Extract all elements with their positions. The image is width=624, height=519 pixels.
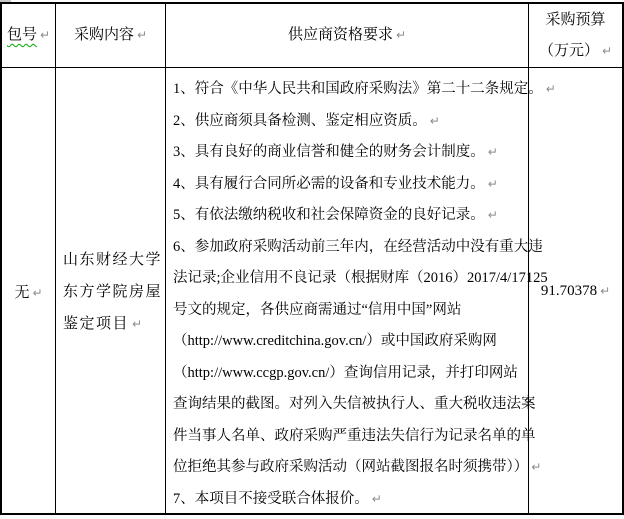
paragraph-mark-icon: ↵	[487, 145, 498, 159]
text-line: 件当事人名单、政府采购严重违法失信行为记录名单的单	[173, 427, 536, 444]
paragraph-mark-icon: ↵	[429, 113, 440, 128]
text-line: 3、具有良好的商业信誉和健全的财务会计制度。 ↵	[173, 144, 498, 160]
text-line: 查询结果的截图。对列入失信被执行人、重大税收违法案	[173, 396, 536, 412]
header-cell-budget	[529, 4, 622, 68]
header-requirements-label: 供应商资格要求	[287, 27, 393, 43]
text-line: 法记录;企业信用不良记录（根据财库（2016）2017/4/17125	[173, 270, 548, 286]
header-package-label: 包号	[6, 27, 37, 43]
text-line: （http://www.ccgp.gov.cn/）查询信用记录，并打印网站	[173, 364, 518, 381]
text-line: 位拒绝其参与政府采购活动（网站截图报名时须携带）） ↵	[173, 459, 542, 475]
text-line: 1、符合《中华人民共和国政府采购法》第二十二条规定。 ↵	[173, 81, 556, 97]
text-line: 2、供应商须具备检测、鉴定相应资质。 ↵	[173, 112, 440, 129]
text-line: （http://www.creditchina.gov.cn/）或中国政府采购网	[173, 333, 497, 349]
budget-value: 91.70378	[540, 283, 598, 299]
cell-supplier-requirements	[166, 68, 556, 515]
package-number-value: 无	[14, 285, 30, 301]
paragraph-mark-icon: ↵	[487, 176, 498, 191]
header-cell-content	[56, 4, 166, 68]
paragraph-mark-icon: ↵	[600, 284, 611, 298]
text-line: 号文的规定，各供应商需通过“信用中国”网站	[173, 301, 462, 318]
text-line: 7、本项目不接受联合体报价。 ↵	[173, 490, 382, 507]
paragraph-mark-icon: ↵	[545, 82, 556, 96]
text-line: 山东财经大学	[63, 251, 163, 268]
text-line: 5、有依法缴纳税收和社会保障资金的良好记录。 ↵	[173, 207, 498, 223]
procurement-table	[0, 2, 624, 515]
text-line: 6、参加政府采购活动前三年内，在经营活动中没有重大违	[173, 238, 543, 255]
cell-procurement-content	[56, 68, 166, 515]
text-line: 东方学院房屋	[63, 283, 163, 300]
paragraph-mark-icon: ↵	[487, 208, 498, 222]
paragraph-mark-icon: ↵	[395, 28, 407, 42]
text-line: 鉴定项目 ↵	[63, 315, 143, 332]
paragraph-mark-icon: ↵	[136, 28, 148, 42]
header-budget-label: 采购预算（万元）	[538, 11, 606, 59]
cell-budget-value	[529, 68, 622, 515]
paragraph-mark-icon: ↵	[39, 28, 51, 42]
header-cell-requirements	[166, 4, 529, 68]
cell-package-number	[2, 68, 56, 515]
header-content-label: 采购内容	[73, 27, 134, 43]
header-cell-package	[2, 4, 56, 68]
paragraph-mark-icon: ↵	[132, 316, 143, 331]
paragraph-mark-icon: ↵	[371, 491, 382, 506]
paragraph-mark-icon: ↵	[32, 286, 43, 300]
paragraph-mark-icon: ↵	[601, 43, 613, 58]
text-line: 4、具有履行合同所必需的设备和专业技术能力。 ↵	[173, 175, 498, 192]
paragraph-mark-icon: ↵	[531, 460, 542, 474]
